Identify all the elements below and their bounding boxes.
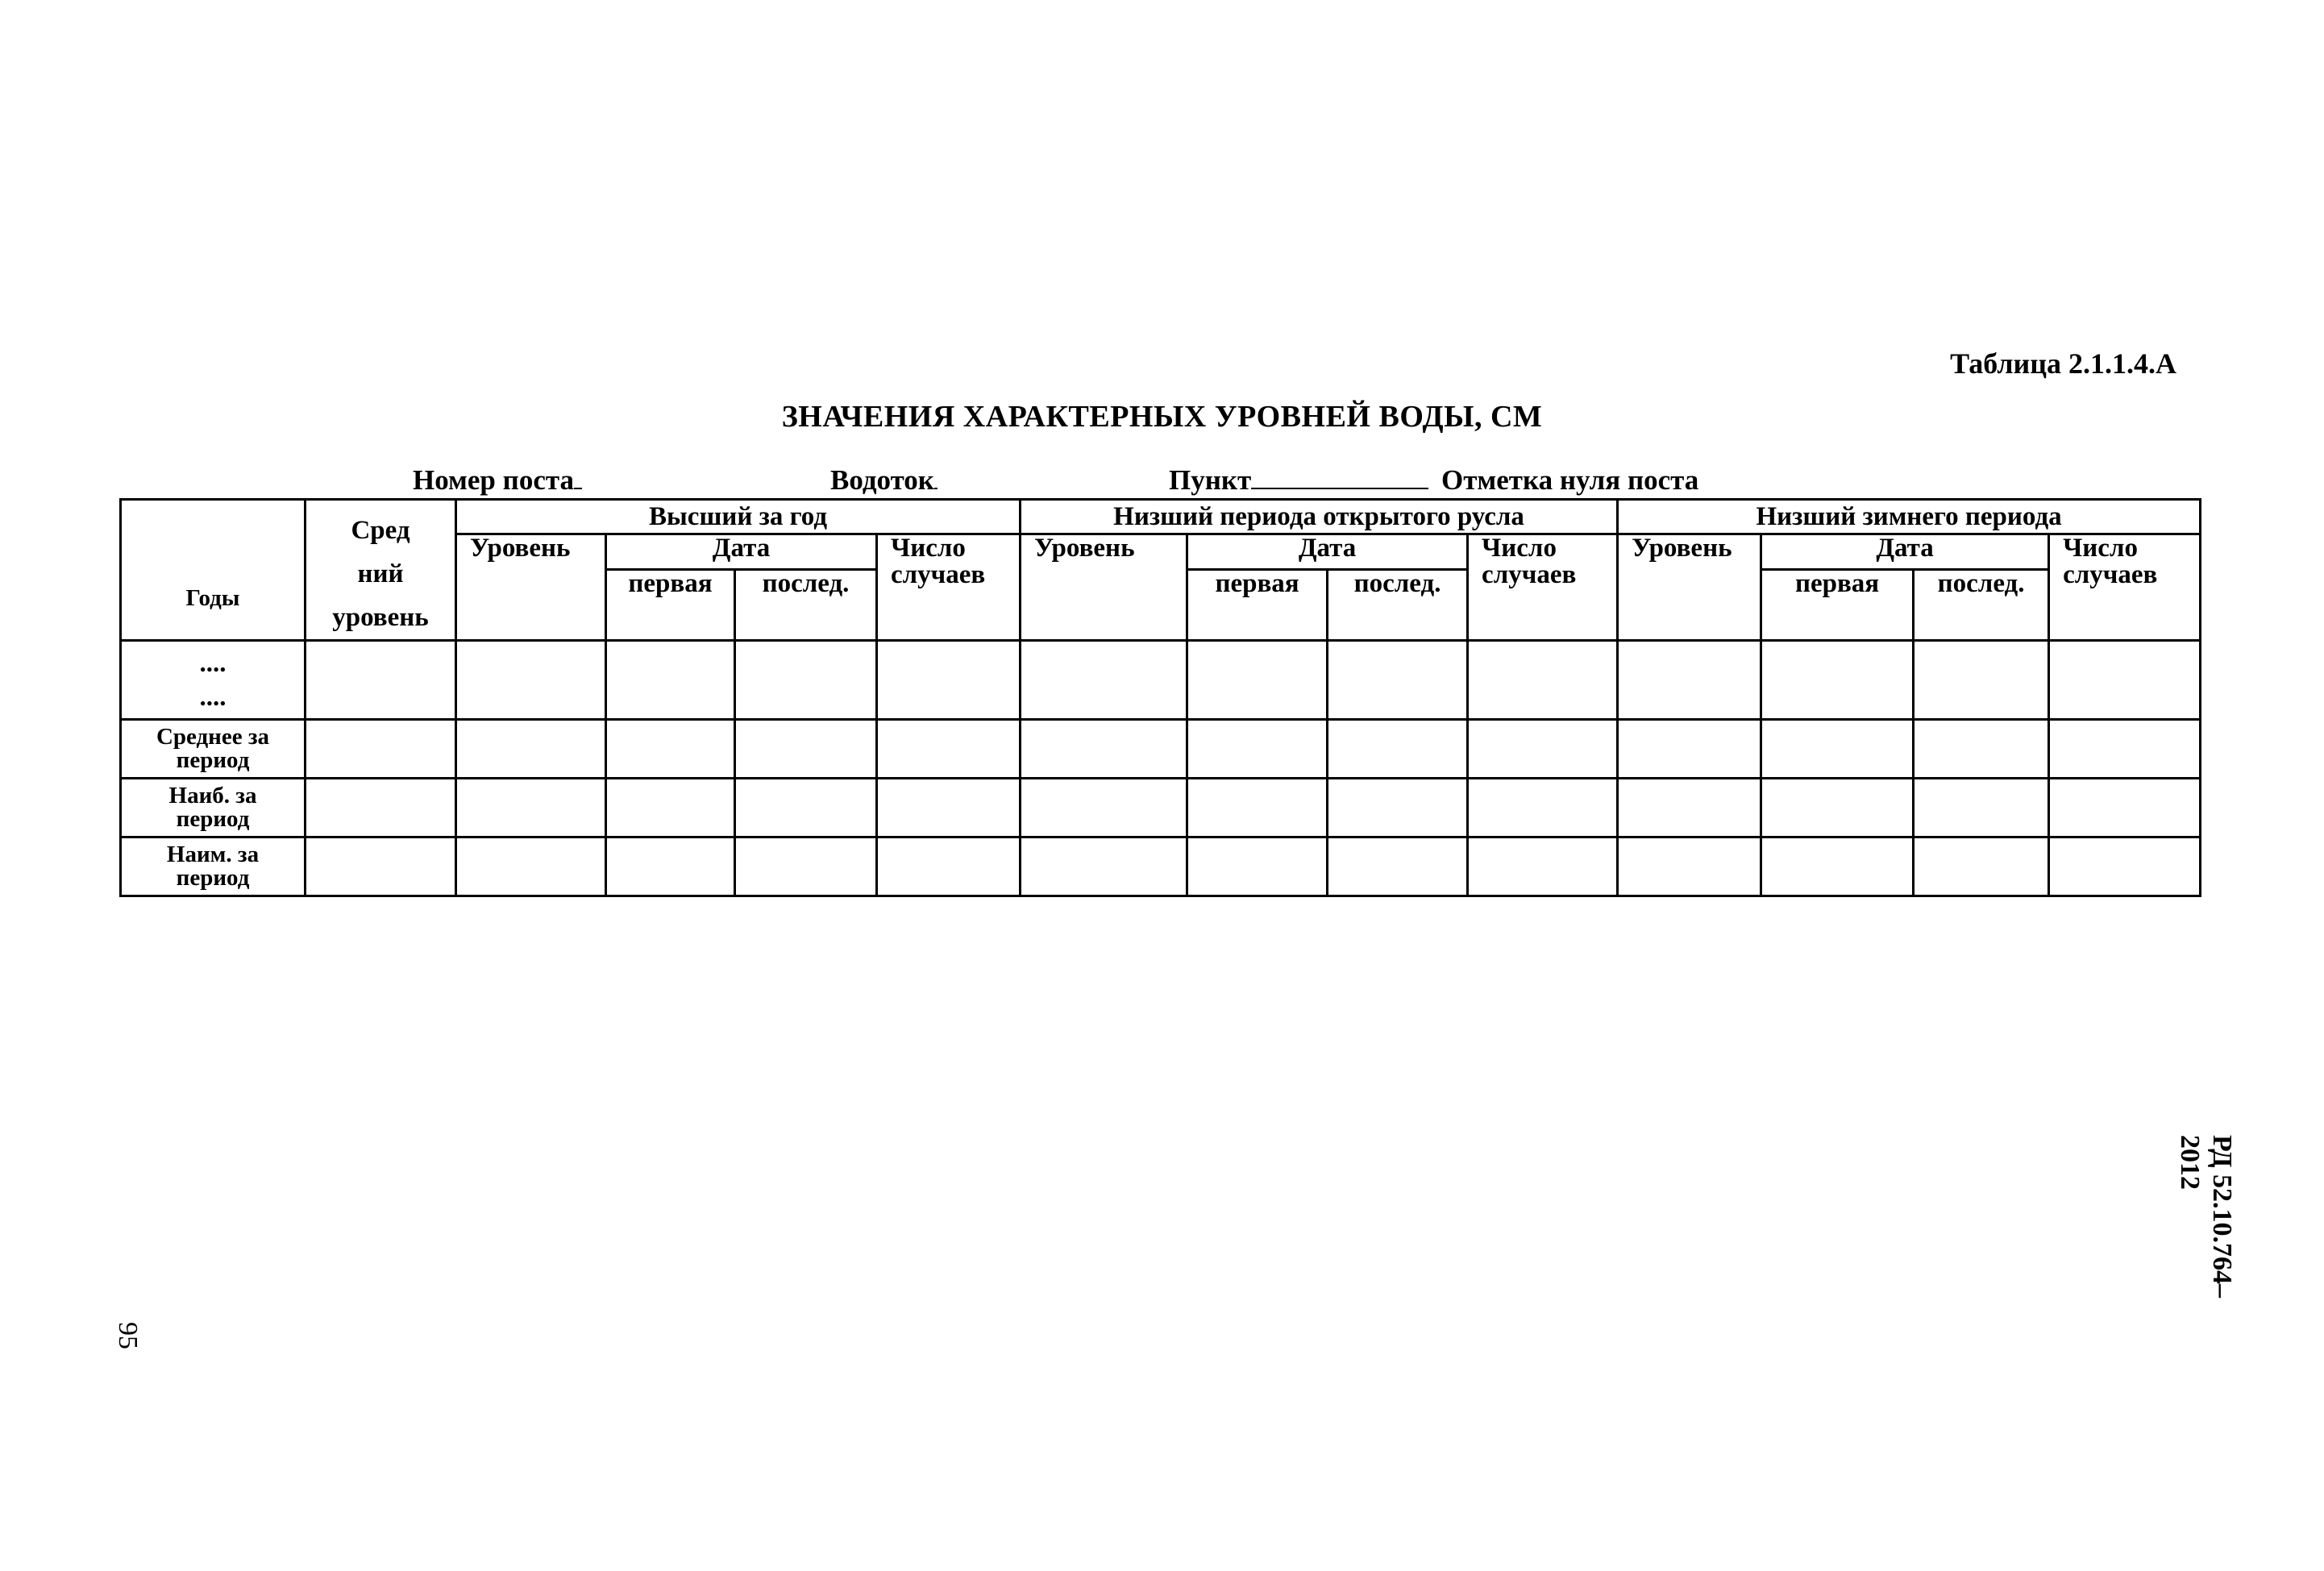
- annual-max-date-last: послед.: [735, 570, 877, 641]
- table-cell: [606, 779, 735, 837]
- table-cell: [1187, 641, 1328, 720]
- row-label-average: Среднее за период: [121, 720, 306, 779]
- table-cell: [1328, 779, 1468, 837]
- table-cell: [877, 720, 1021, 779]
- open-min-date-last: послед.: [1328, 570, 1468, 641]
- row-label-min: Наим. за период: [121, 837, 306, 896]
- table-cell: [1187, 837, 1328, 896]
- table-cell: [1187, 720, 1328, 779]
- table-row-max: [121, 779, 2201, 837]
- table-row-years: [121, 641, 2201, 720]
- table-cell: [456, 837, 606, 896]
- table-number: Таблица 2.1.1.4.А: [1950, 347, 2176, 380]
- winter-min-date-last: послед.: [1914, 570, 2049, 641]
- water-levels-table: [119, 498, 2201, 897]
- meta-watercourse: [830, 464, 937, 497]
- table-cell: [456, 779, 606, 837]
- table-cell: [735, 720, 877, 779]
- table-cell: [1021, 641, 1187, 720]
- col-years-header: Годы: [121, 500, 306, 641]
- annual-max-level-header: Уровень: [456, 534, 606, 641]
- winter-min-date-header: Дата: [1761, 534, 2049, 570]
- table-cell: [1468, 837, 1618, 896]
- annual-max-count-header: Число случаев: [877, 534, 1021, 641]
- open-min-count-header: Число случаев: [1468, 534, 1618, 641]
- table-cell: [877, 837, 1021, 896]
- table-cell: [1021, 837, 1187, 896]
- table-cell: [1761, 720, 1914, 779]
- table-cell: [1187, 779, 1328, 837]
- page-title: ЗНАЧЕНИЯ ХАРАКТЕРНЫХ УРОВНЕЙ ВОДЫ, СМ: [781, 400, 1543, 434]
- table-cell: [1468, 720, 1618, 779]
- meta-zero-mark: [1441, 464, 1698, 497]
- open-min-date-header: Дата: [1187, 534, 1468, 570]
- watercourse-label: Водоток: [830, 464, 934, 496]
- table-row-average: [121, 720, 2201, 779]
- group-annual-max: Высший за год: [456, 500, 1021, 534]
- table-cell: [2049, 641, 2201, 720]
- table-cell: [735, 641, 877, 720]
- table-cell: [1914, 720, 2049, 779]
- table-cell: [1468, 641, 1618, 720]
- table-cell: [1021, 779, 1187, 837]
- table-cell: [606, 837, 735, 896]
- table-cell: [306, 720, 456, 779]
- table-cell: [1468, 779, 1618, 837]
- annual-max-date-first: первая: [606, 570, 735, 641]
- meta-point: [1169, 464, 1428, 497]
- table-cell: [1328, 720, 1468, 779]
- col-avg-level-header: Сред ний уровень: [306, 500, 456, 641]
- table-cell: [456, 720, 606, 779]
- table-cell: [1328, 641, 1468, 720]
- table-cell: [735, 779, 877, 837]
- table-cell: [1761, 837, 1914, 896]
- table-cell: [1618, 641, 1761, 720]
- table-cell: [735, 837, 877, 896]
- table-cell: [306, 641, 456, 720]
- group-winter-min: Низший зимнего периода: [1618, 500, 2201, 534]
- table-cell: [2049, 837, 2201, 896]
- table-cell: [1914, 837, 2049, 896]
- table-cell: [877, 779, 1021, 837]
- table-cell: [2049, 779, 2201, 837]
- table-cell: [456, 641, 606, 720]
- table-cell: [1328, 837, 1468, 896]
- row-label-max: Наиб. за период: [121, 779, 306, 837]
- table-cell: [1618, 837, 1761, 896]
- table-cell: [306, 837, 456, 896]
- table-row-min: [121, 837, 2201, 896]
- zero-mark-label: Отметка нуля поста: [1441, 464, 1699, 496]
- table-cell: [606, 720, 735, 779]
- table-cell: [1761, 779, 1914, 837]
- group-open-channel-min: Низший периода открытого русла: [1021, 500, 1618, 534]
- open-min-level-header: Уровень: [1021, 534, 1187, 641]
- table-cell: [306, 779, 456, 837]
- page-number: 95: [113, 1322, 143, 1349]
- header-row-groups: [121, 500, 2201, 534]
- open-min-date-first: первая: [1187, 570, 1328, 641]
- table-cell: [2049, 720, 2201, 779]
- document-code: РД 52.10.764–2012: [2175, 1135, 2237, 1299]
- point-label: Пункт: [1169, 464, 1252, 496]
- table-cell: [1618, 779, 1761, 837]
- table-cell: [606, 641, 735, 720]
- table-cell: [877, 641, 1021, 720]
- years-placeholder-cell: .... ....: [121, 641, 306, 720]
- winter-min-level-header: Уровень: [1618, 534, 1761, 641]
- table-cell: [1618, 720, 1761, 779]
- table-cell: [1021, 720, 1187, 779]
- table-cell: [1914, 641, 2049, 720]
- table-cell: [1761, 641, 1914, 720]
- winter-min-count-header: Число случаев: [2049, 534, 2201, 641]
- post-number-label: Номер поста: [413, 464, 574, 496]
- meta-post-number: [413, 464, 582, 497]
- table-cell: [1914, 779, 2049, 837]
- winter-min-date-first: первая: [1761, 570, 1914, 641]
- annual-max-date-header: Дата: [606, 534, 877, 570]
